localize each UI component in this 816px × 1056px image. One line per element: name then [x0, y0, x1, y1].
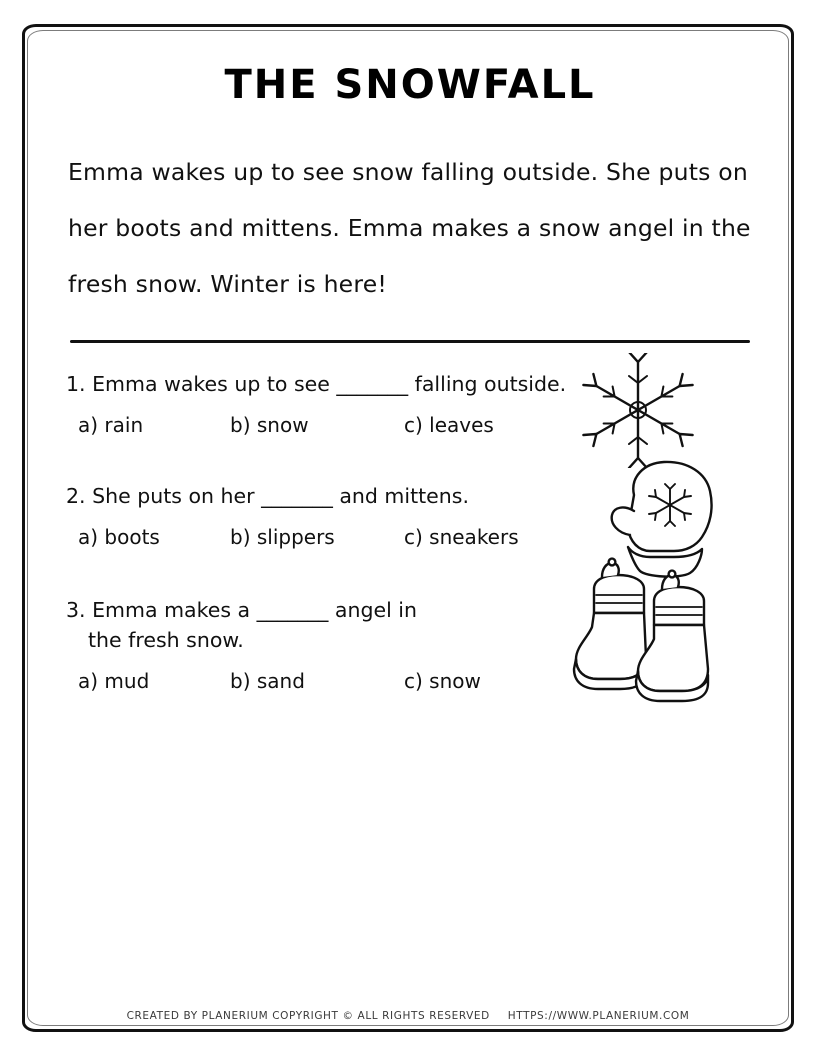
question-body: Emma wakes up to see _______ falling outside.: [92, 372, 567, 396]
question-body-line2: the fresh snow.: [88, 628, 244, 652]
footer-credit: CREATED BY PLANERIUM COPYRIGHT © ALL RIGHTS RESERVED: [126, 1010, 490, 1022]
question-number: 2.: [66, 484, 86, 508]
question-item: [60, 369, 760, 437]
answer-option-a[interactable]: a) boots: [78, 525, 160, 549]
section-divider: [70, 340, 750, 343]
answer-option-b[interactable]: b) slippers: [230, 525, 335, 549]
boots-icon: [558, 553, 748, 727]
question-body: Emma makes a _______ angel in: [92, 598, 417, 622]
questions-list: [60, 369, 760, 693]
answer-option-c[interactable]: c) leaves: [404, 413, 494, 437]
question-item: [60, 481, 760, 549]
answer-option-c[interactable]: c) snow: [404, 669, 481, 693]
answer-option-b[interactable]: b) snow: [230, 413, 309, 437]
answer-option-a[interactable]: a) rain: [78, 413, 144, 437]
answer-option-a[interactable]: a) mud: [78, 669, 150, 693]
worksheet-content: [60, 50, 760, 719]
footer: [0, 1010, 816, 1022]
footer-url: HTTPS://WWW.PLANERIUM.COM: [507, 1010, 690, 1022]
page-title: THE SNOWFALL: [224, 62, 596, 108]
answer-option-c[interactable]: c) sneakers: [404, 525, 519, 549]
question-item: [60, 595, 760, 693]
answer-option-b[interactable]: b) sand: [230, 669, 305, 693]
question-body: She puts on her _______ and mittens.: [92, 484, 469, 508]
question-number: 1.: [66, 372, 86, 396]
question-number: 3.: [66, 598, 86, 622]
story-paragraph: Emma wakes up to see snow falling outside. She puts on her boots and mittens. Emma makes a snow angel in the fresh snow. Winter is here!: [68, 158, 751, 298]
